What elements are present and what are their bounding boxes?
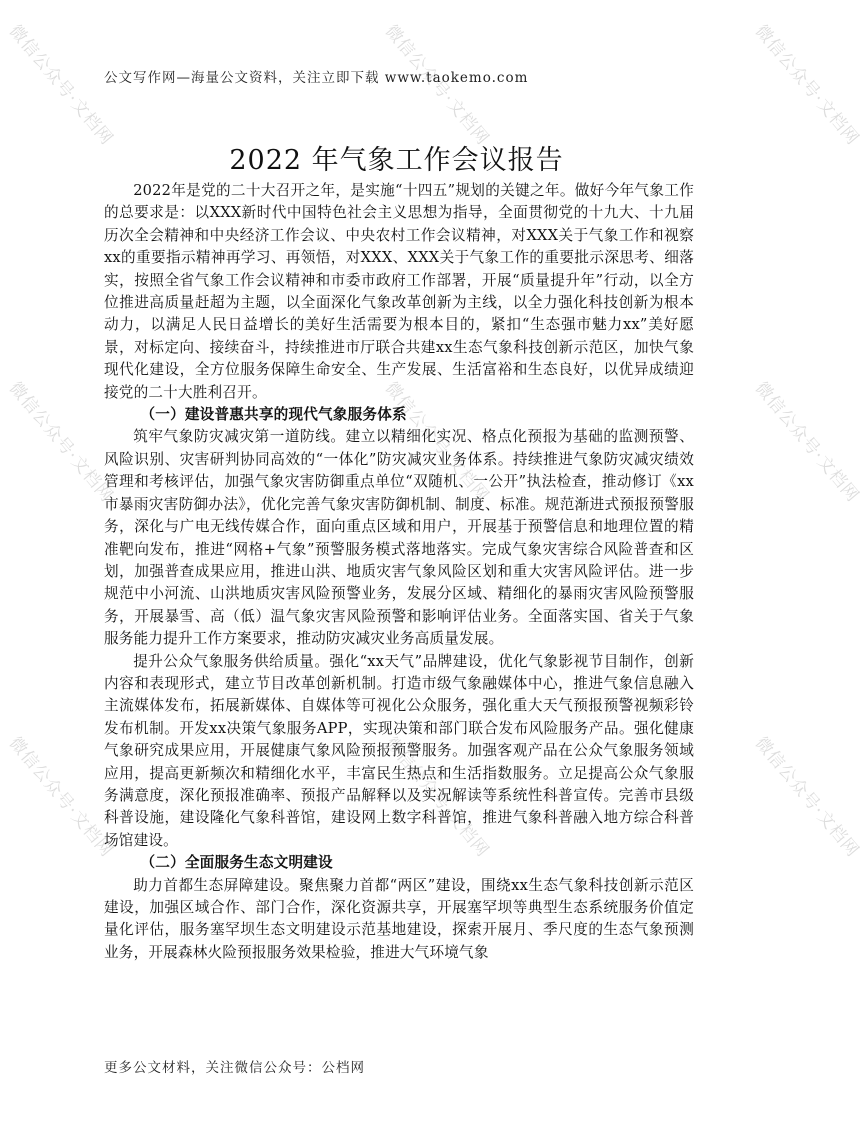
body-paragraph: 提升公众气象服务供给质量。强化“xx天气”品牌建设，优化气象影视节目制作，创新内容和表现形式，建立节目改革创新机制。打造市级气象融媒体中心，推进气象信息融入主流媒体发布，拓展新媒体、自媒体等可视化公众服务，强化重大天气预报预警视频彩铃发布机制。开发xx决策气象服务APP，实现决策和部门联合发布风险服务产品。强化健康气象研究成果应用，开展健康气象风险预报预警服务。加强客观产品在公众气象服务领域应用，提高更新频次和精细化水平，丰富民生热点和生活指数服务。立足提高公众气象服务满意度，深化预报准确率、预报产品解释以及实况解读等系统性科普宣传。完善市县级科普设施，建设隆化气象科普馆，建设网上数字科普馆，推进气象科普融入地方综合科普场馆建设。	[104, 652, 694, 849]
body-paragraph: 助力首都生态屏障建设。聚焦聚力首都“两区”建设，围绕xx生态气象科技创新示范区建设，加强区域合作、部门合作，深化资源共享，开展塞罕坝等典型生态系统服务价值定量化评估，服务塞罕坝生态文明建设示范基地建设，探索开展月、季尺度的生态气象预测业务，开展森林火险预报服务效果检验，推进大气环境气象	[104, 876, 694, 961]
section-heading: （一）建设普惠共享的现代气象服务体系	[140, 406, 407, 424]
watermark-text: 微信公众号·文档网	[4, 733, 117, 862]
watermark-text: 微信公众号·文档网	[380, 21, 493, 150]
watermark-text: 微信公众号·文档网	[750, 21, 863, 150]
page-header: 公文写作网—海量公文资料，关注立即下载 www.taokemo.com	[104, 70, 529, 86]
watermark-text: 微信公众号·文档网	[750, 378, 863, 507]
document-body	[104, 180, 694, 964]
watermark-text: 微信公众号·文档网	[4, 21, 117, 150]
watermark-text: 微信公众号·文档网	[380, 733, 493, 862]
body-paragraph: 筑牢气象防灾减灾第一道防线。建立以精细化实况、格点化预报为基础的监测预警、风险识别、灾害研判协同高效的“一体化”防灾减灾业务体系。持续推进气象防灾减灾绩效管理和考核评估，加强气象灾害防御重点单位“双随机、一公开”执法检查，推动修订《xx市暴雨灾害防御办法》，优化完善气象灾害防御机制、制度、标准。规范渐进式预报预警服务，深化与广电无线传媒合作，面向重点区域和用户，开展基于预警信息和地理位置的精准靶向发布，推进“网格+气象”预警服务模式落地落实。完成气象灾害综合风险普查和区划，加强普查成果应用，推进山洪、地质灾害气象风险区划和重大灾害风险评估。进一步规范中小河流、山洪地质灾害风险预警业务，发展分区域、精细化的暴雨灾害风险预警服务，开展暴雪、高（低）温气象灾害风险预警和影响评估业务。全面落实国、省关于气象服务能力提升工作方案要求，推动防灾减灾业务高质量发展。	[104, 428, 694, 648]
page-footer: 更多公文材料，关注微信公众号：公档网	[104, 1060, 365, 1076]
intro-paragraph: 2022年是党的二十大召开之年，是实施“十四五”规划的关键之年。做好今年气象工作的总要求是：以XXX新时代中国特色社会主义思想为指导，全面贯彻党的十九大、十九届历次全会精神和中央经济工作会议、中央农村工作会议精神，对XXX关于气象工作和视察xx的重要指示精神再学习、再领悟，对XXX、XXX关于气象工作的重要批示深思考、细落实，按照全省气象工作会议精神和市委市政府工作部署，开展“质量提升年”行动，以全方位推进高质量赶超为主题，以全面深化气象改革创新为主线，以全力强化科技创新为根本动力，以满足人民日益增长的美好生活需要为根本目的，紧扣“生态强市魅力xx”美好愿景，对标定向、接续奋斗，持续推进市厅联合共建xx生态气象科技创新示范区，加快气象现代化建设，全方位服务保障生命安全、生产发展、生活富裕和生态良好，以优异成绩迎接党的二十大胜利召开。	[104, 182, 694, 401]
watermark-text: 微信公众号·文档网	[380, 378, 493, 507]
document-title: 2022 年气象工作会议报告	[229, 145, 564, 176]
watermark-text: 微信公众号·文档网	[750, 733, 863, 862]
section-heading: （二）全面服务生态文明建设	[140, 854, 333, 872]
watermark-text: 微信公众号·文档网	[4, 378, 117, 507]
